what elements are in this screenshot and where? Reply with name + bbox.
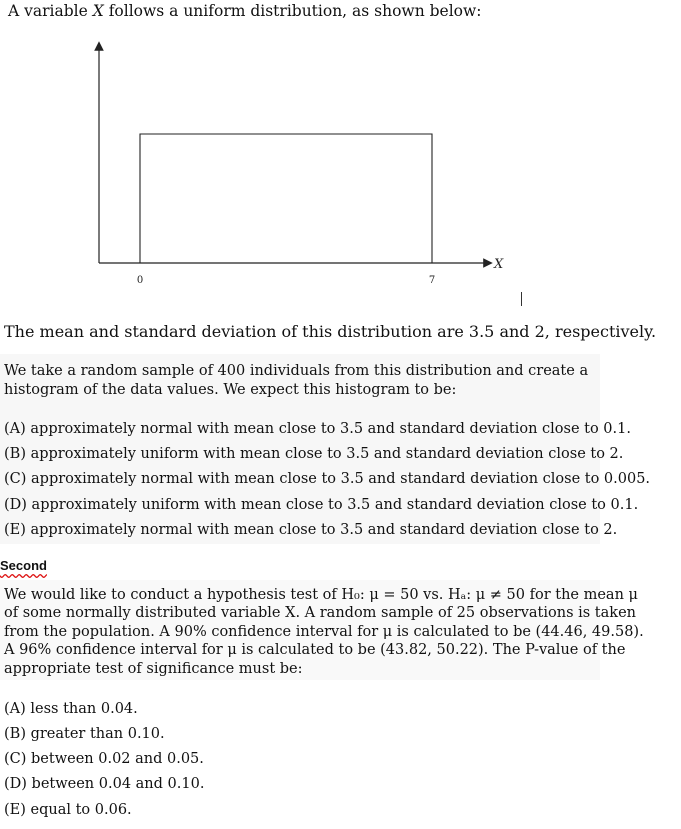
distribution-stats-text: The mean and standard deviation of this distribution are 3.5 and 2, respectively. — [4, 322, 657, 341]
q1-option-b[interactable]: (B) approximately uniform with mean close to 3.5 and standard deviation close to 2. — [4, 446, 624, 462]
q2-intro-line-2: of some normally distributed variable X. A random sample of 25 observations is taken — [4, 605, 636, 621]
q2-intro-line-4: A 96% confidence interval for μ is calculated to be (43.82, 50.22). The P-value of the — [4, 642, 626, 658]
q1-option-d[interactable]: (D) approximately uniform with mean close to 3.5 and standard deviation close to 0.1. — [4, 497, 639, 513]
question-1-intro: We take a random sample of 400 individuals from this distribution and create a histogram of the data values. We expect this histogram to be: — [4, 363, 589, 398]
x-tick-label-0: 0 — [136, 275, 144, 286]
q2-option-a[interactable]: (A) less than 0.04. — [4, 701, 138, 717]
density-rectangle — [140, 134, 432, 263]
section-label: Second — [0, 558, 47, 573]
uniform-distribution-chart — [0, 0, 681, 300]
x-axis-label: X — [494, 257, 504, 272]
q1-option-e[interactable]: (E) approximately normal with mean close to 3.5 and standard deviation close to 2. — [4, 522, 618, 538]
question-1-title: A variable X follows a uniform distribution, as shown below: — [8, 2, 482, 20]
q2-intro-line-5: appropriate test of significance must be: — [4, 661, 303, 677]
q2-option-e[interactable]: (E) equal to 0.06. — [4, 802, 132, 818]
q1-option-c[interactable]: (C) approximately normal with mean close to 3.5 and standard deviation close to 0.005. — [4, 471, 651, 487]
q1-option-a[interactable]: (A) approximately normal with mean close to 3.5 and standard deviation close to 0.1. — [4, 421, 631, 437]
variable-x: X — [92, 2, 104, 20]
q2-intro-line-1: We would like to conduct a hypothesis test of H₀: μ = 50 vs. Hₐ: μ ≠ 50 for the mean μ — [4, 587, 638, 603]
text-cursor — [521, 292, 522, 306]
q2-option-c[interactable]: (C) between 0.02 and 0.05. — [4, 751, 204, 767]
q2-option-d[interactable]: (D) between 0.04 and 0.10. — [4, 776, 205, 792]
q2-intro-line-3: from the population. A 90% confidence interval for μ is calculated to be (44.46, 49.58). — [4, 624, 644, 640]
x-tick-label-7: 7 — [428, 275, 436, 286]
q2-option-b[interactable]: (B) greater than 0.10. — [4, 726, 165, 742]
